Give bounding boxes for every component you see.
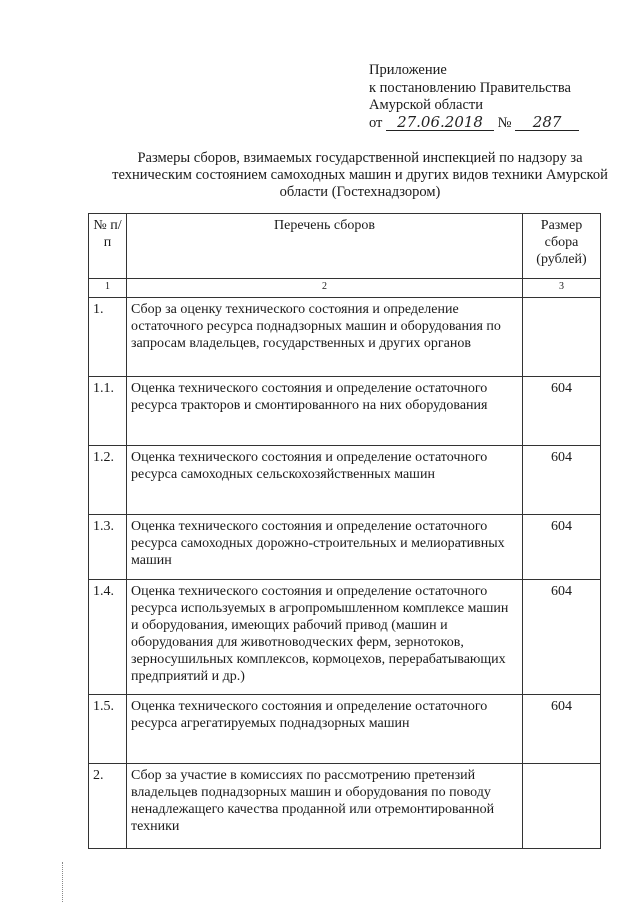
- index-cell: 3: [523, 279, 601, 298]
- row-number: 1.4.: [89, 580, 127, 695]
- row-text: Оценка технического состояния и определение остаточного ресурса агрегатируемых поднадзорных машин: [127, 695, 523, 764]
- row-value: [523, 298, 601, 377]
- header-size: Размер сбора (рублей): [523, 214, 601, 279]
- header-list: Перечень сборов: [127, 214, 523, 279]
- table-row: [89, 515, 601, 580]
- appendix-date-number: [369, 112, 579, 133]
- index-cell: 2: [127, 279, 523, 298]
- header-number: № п/п: [89, 214, 127, 279]
- row-value: 604: [523, 580, 601, 695]
- table-row: [89, 580, 601, 695]
- handwritten-number: 287: [515, 115, 579, 131]
- row-number: 1.2.: [89, 446, 127, 515]
- table-row: [89, 446, 601, 515]
- appendix-block: [369, 62, 579, 132]
- handwritten-date: 27.06.2018: [386, 115, 494, 131]
- row-number: 2.: [89, 764, 127, 849]
- table-header-row: [89, 214, 601, 279]
- table-row: [89, 377, 601, 446]
- table-index-row: [89, 279, 601, 298]
- row-text: Оценка технического состояния и определение остаточного ресурса самоходных дорожно-строительных и мелиоративных машин: [127, 515, 523, 580]
- row-value: 604: [523, 377, 601, 446]
- row-number: 1.1.: [89, 377, 127, 446]
- row-value: 604: [523, 515, 601, 580]
- row-text: Оценка технического состояния и определение остаточного ресурса самоходных сельскохозяйственных машин: [127, 446, 523, 515]
- fees-table: [88, 213, 601, 849]
- row-text: Сбор за участие в комиссиях по рассмотрению претензий владельцев поднадзорных машин и оборудования по поводу ненадлежащего качества проданной или отремонтированной техники: [127, 764, 523, 849]
- row-value: [523, 764, 601, 849]
- scan-margin-marks: [62, 862, 71, 902]
- row-number: 1.: [89, 298, 127, 377]
- index-cell: 1: [89, 279, 127, 298]
- row-value: 604: [523, 695, 601, 764]
- row-text: Оценка технического состояния и определение остаточного ресурса тракторов и смонтированного на них оборудования: [127, 377, 523, 446]
- table-row: [89, 764, 601, 849]
- appendix-title: Приложение: [369, 62, 447, 78]
- appendix-resolution: к постановлению Правительства: [369, 79, 571, 96]
- row-number: 1.3.: [89, 515, 127, 580]
- appendix-region: Амурской области: [369, 97, 483, 113]
- row-value: 604: [523, 446, 601, 515]
- row-text: Сбор за оценку технического состояния и определение остаточного ресурса поднадзорных машин и оборудования по запросам владельцев, государственных и других органов: [127, 298, 523, 377]
- document-title: Размеры сборов, взимаемых государственной инспекцией по надзору за техническим состоянием самоходных машин и других видов техники Амурской области (Гостехнадзором): [112, 150, 608, 200]
- row-text: Оценка технического состояния и определение остаточного ресурса используемых в агропромышленном комплексе машин и оборудования, имеющих рабочий привод (машин и оборудования для животноводческих ферм, зернотоков, зерносушильных комплексов, кормоцехов, перерабатывающих предприятий и др.): [127, 580, 523, 695]
- row-number: 1.5.: [89, 695, 127, 764]
- table-row: [89, 695, 601, 764]
- table-row: [89, 298, 601, 377]
- number-prefix: №: [497, 114, 512, 131]
- date-prefix: от: [369, 114, 383, 131]
